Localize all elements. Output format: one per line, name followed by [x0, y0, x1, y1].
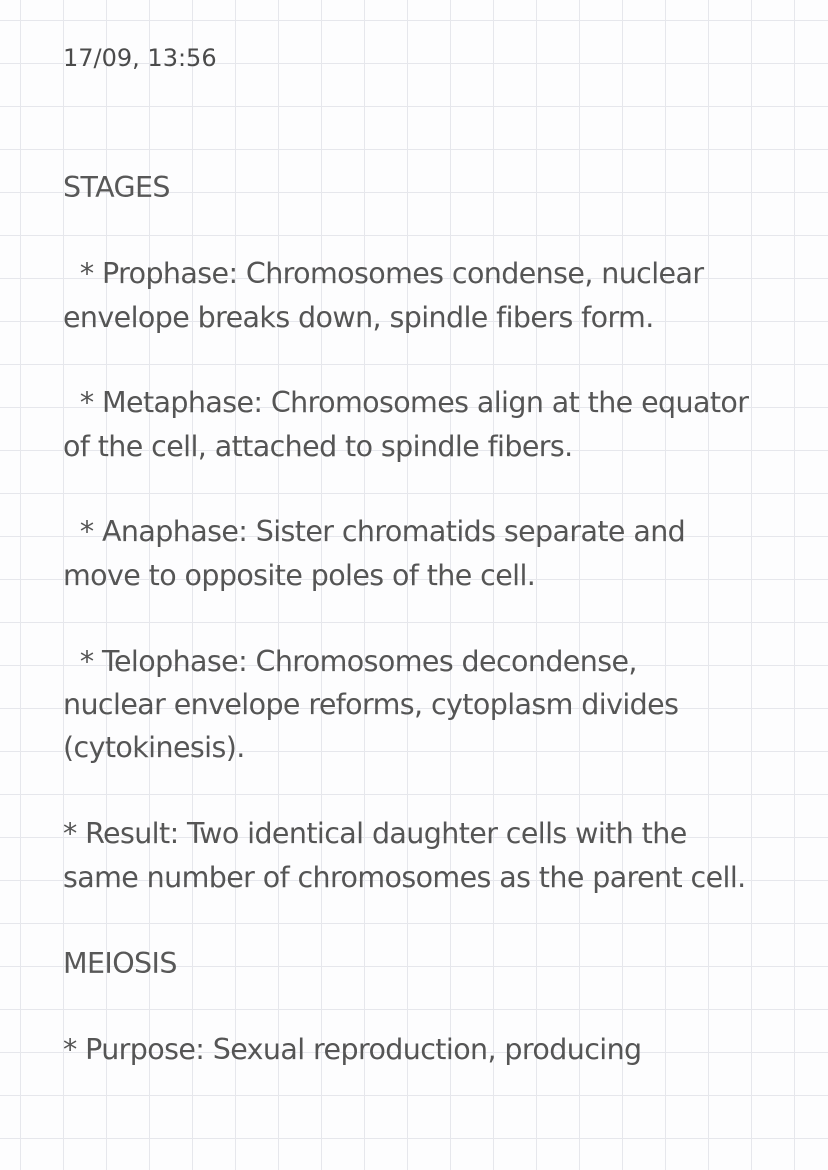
prophase-line-1: * Prophase: Chromosomes condense, nuclear	[63, 257, 704, 290]
metaphase-line-1: * Metaphase: Chromosomes align at the equator	[63, 386, 749, 419]
telophase-line-2: nuclear envelope reforms, cytoplasm divides	[63, 688, 679, 721]
anaphase-line-2: move to opposite poles of the cell.	[63, 559, 536, 592]
result-line-1: * Result: Two identical daughter cells with the	[63, 817, 687, 850]
result-line-2: same number of chromosomes as the parent cell.	[63, 861, 746, 894]
section-heading-meiosis: MEIOSIS	[63, 947, 177, 980]
note-timestamp: 17/09, 13:56	[63, 44, 217, 72]
section-heading-stages: STAGES	[63, 171, 170, 204]
metaphase-line-2: of the cell, attached to spindle fibers.	[63, 430, 573, 463]
purpose-line-1: * Purpose: Sexual reproduction, producing	[63, 1033, 642, 1066]
telophase-line-3: (cytokinesis).	[63, 731, 245, 764]
prophase-line-2: envelope breaks down, spindle fibers form.	[63, 301, 654, 334]
telophase-line-1: * Telophase: Chromosomes decondense,	[63, 645, 637, 678]
anaphase-line-1: * Anaphase: Sister chromatids separate and	[63, 515, 686, 548]
